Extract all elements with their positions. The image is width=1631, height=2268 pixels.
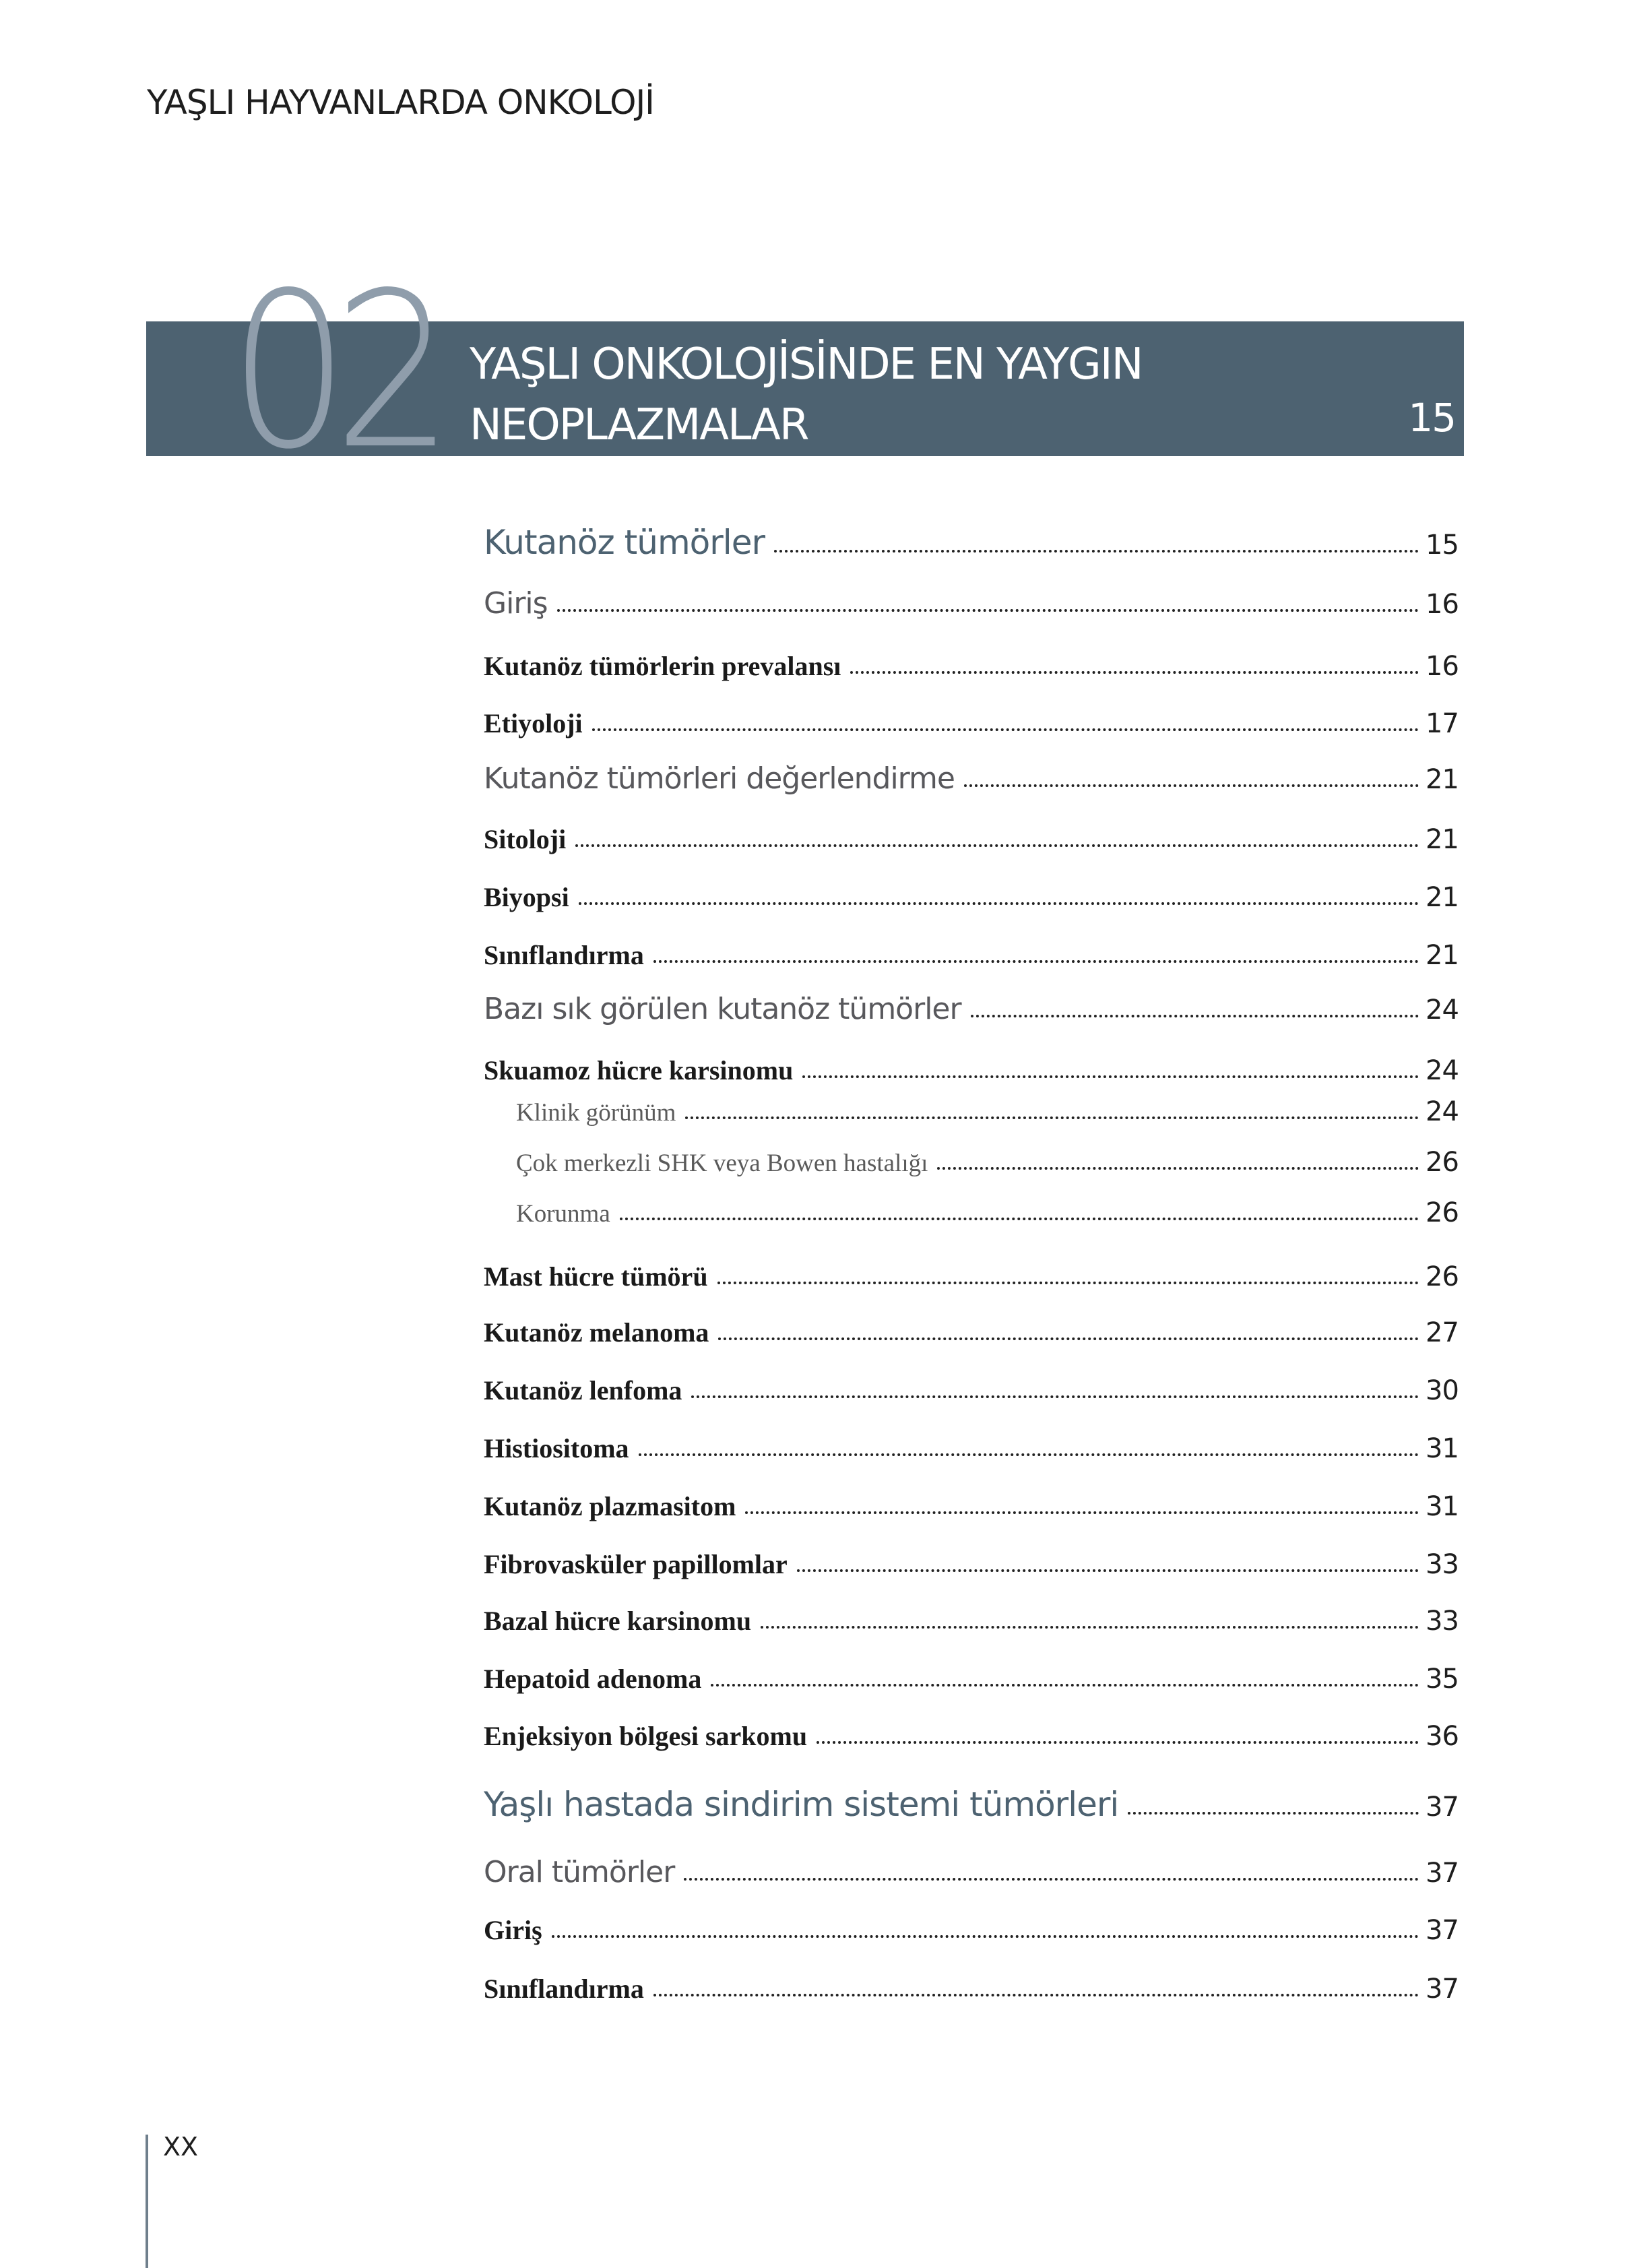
dot-leader (971, 1015, 1419, 1017)
toc-entry[interactable] (484, 1317, 1459, 1349)
toc-entry-title: Sınıflandırma (484, 1974, 644, 2004)
dot-leader (557, 609, 1419, 612)
toc-entry-page: 31 (1426, 1433, 1459, 1464)
toc-entry[interactable] (484, 991, 1459, 1027)
toc-entry[interactable] (484, 1261, 1459, 1293)
toc-entry[interactable] (484, 1973, 1459, 2005)
toc-entry[interactable] (484, 1784, 1459, 1825)
toc-entry-title: Histiositoma (484, 1433, 629, 1463)
toc-entry-page: 21 (1426, 882, 1459, 913)
toc-entry-page: 21 (1426, 764, 1459, 795)
toc-entry-page: 33 (1426, 1549, 1459, 1580)
toc-entry-page: 27 (1426, 1317, 1459, 1348)
toc-entry-page: 21 (1426, 940, 1459, 971)
dot-leader (1128, 1812, 1419, 1815)
dot-leader (850, 671, 1419, 674)
toc-entry[interactable] (484, 1720, 1459, 1753)
toc-entry-title: Kutanöz melanoma (484, 1317, 709, 1348)
toc-entry-page: 16 (1426, 589, 1459, 620)
toc-entry[interactable] (484, 761, 1459, 796)
toc-entry-page: 16 (1426, 651, 1459, 682)
toc-entry[interactable] (484, 1054, 1459, 1087)
dot-leader (685, 1116, 1419, 1119)
toc-entry-title: Çok merkezli SHK veya Bowen hastalığı (516, 1149, 928, 1177)
toc-entry-page: 37 (1426, 1858, 1459, 1889)
toc-entry[interactable] (484, 1914, 1459, 1947)
dot-leader (552, 1935, 1419, 1938)
toc-entry-title: Kutanöz plazmasitom (484, 1491, 736, 1521)
toc-entry-page: 26 (1426, 1261, 1459, 1292)
dot-leader (817, 1741, 1419, 1744)
dot-leader (653, 1994, 1419, 1996)
dot-leader (653, 960, 1419, 963)
toc-entry[interactable] (484, 1663, 1459, 1695)
toc-entry-page: 26 (1426, 1197, 1459, 1228)
toc-entry-title: Skuamoz hücre karsinomu (484, 1055, 794, 1085)
toc-entry[interactable] (516, 1096, 1459, 1127)
toc-entry-title: Enjeksiyon bölgesi sarkomu (484, 1721, 808, 1751)
toc-entry-page: 37 (1426, 1792, 1459, 1823)
toc-entry[interactable] (484, 650, 1459, 683)
dot-leader (575, 844, 1419, 847)
dot-leader (937, 1167, 1419, 1170)
toc-entry-page: 24 (1426, 1055, 1459, 1086)
dot-leader (718, 1337, 1419, 1340)
toc-entry-title: Kutanöz lenfoma (484, 1375, 682, 1406)
toc-entry[interactable] (484, 823, 1459, 856)
toc-entry-title: Kutanöz tümörler (484, 523, 765, 562)
dot-leader (797, 1569, 1419, 1572)
footer-page-number: XX (163, 2132, 199, 2162)
dot-leader (620, 1218, 1419, 1220)
toc-entry[interactable] (484, 522, 1459, 563)
toc-entry-title: Hepatoid adenoma (484, 1664, 702, 1694)
toc-entry[interactable] (484, 1490, 1459, 1523)
dot-leader (691, 1395, 1419, 1398)
footer-rule (146, 2135, 148, 2268)
toc-entry-title: Kutanöz tümörleri değerlendirme (484, 761, 955, 796)
toc-entry[interactable] (484, 1375, 1459, 1407)
dot-leader (717, 1282, 1419, 1284)
toc-entry-title: Biyopsi (484, 882, 569, 912)
toc-entry[interactable] (484, 1605, 1459, 1637)
dot-leader (964, 784, 1419, 787)
toc-entry-page: 37 (1426, 1974, 1459, 2005)
chapter-title-line-1: YAŞLI ONKOLOJİSİNDE EN YAYGIN (470, 340, 1143, 389)
toc-entry-title: Yaşlı hastada sindirim sistemi tümörleri (484, 1785, 1119, 1824)
toc-entry-page: 24 (1426, 995, 1459, 1026)
toc-entry[interactable] (484, 1432, 1459, 1465)
toc-entry-page: 17 (1426, 708, 1459, 739)
toc-entry-title: Sınıflandırma (484, 940, 644, 970)
toc-entry-page: 30 (1426, 1375, 1459, 1406)
toc-entry-title: Sitoloji (484, 824, 567, 854)
chapter-page-number: 15 (1408, 395, 1455, 441)
toc-entry-title: Giriş (484, 586, 548, 621)
toc-entry-title: Kutanöz tümörlerin prevalansı (484, 651, 841, 681)
toc-entry-page: 37 (1426, 1915, 1459, 1946)
toc-entry[interactable] (516, 1147, 1459, 1178)
toc-entry-page: 31 (1426, 1491, 1459, 1522)
toc-entry[interactable] (516, 1197, 1459, 1228)
toc-entry[interactable] (484, 586, 1459, 621)
toc-entry-page: 24 (1426, 1096, 1459, 1127)
toc-entry-page: 35 (1426, 1664, 1459, 1695)
toc-entry-title: Mast hücre tümörü (484, 1261, 708, 1292)
toc-entry[interactable] (484, 881, 1459, 914)
toc-entry-title: Klinik görünüm (516, 1099, 676, 1127)
toc-entry[interactable] (484, 939, 1459, 972)
chapter-number: 02 (229, 247, 439, 496)
chapter-title-line-2: NEOPLAZMALAR (470, 400, 808, 450)
toc-entry[interactable] (484, 1854, 1459, 1890)
toc-entry-page: 33 (1426, 1606, 1459, 1637)
dot-leader (639, 1453, 1419, 1456)
toc-entry-title: Bazı sık görülen kutanöz tümörler (484, 992, 961, 1026)
toc-entry[interactable] (484, 707, 1459, 740)
toc-entry-title: Fibrovasküler papillomlar (484, 1549, 788, 1579)
dot-leader (761, 1626, 1419, 1629)
toc-entry-page: 21 (1426, 824, 1459, 855)
toc-entry-page: 26 (1426, 1147, 1459, 1178)
dot-leader (711, 1684, 1419, 1687)
toc-entry-title: Bazal hücre karsinomu (484, 1606, 752, 1636)
toc-entry-title: Oral tümörler (484, 1855, 675, 1889)
dot-leader (745, 1511, 1419, 1514)
running-header: YAŞLI HAYVANLARDA ONKOLOJİ (147, 83, 654, 122)
dot-leader (579, 902, 1419, 905)
toc-entry-page: 36 (1426, 1721, 1459, 1752)
toc-entry[interactable] (484, 1548, 1459, 1581)
toc-entry-title: Korunma (516, 1200, 610, 1228)
toc-entry-title: Etiyoloji (484, 708, 583, 738)
toc-entry-page: 15 (1426, 530, 1459, 561)
dot-leader (802, 1075, 1419, 1078)
dot-leader (684, 1878, 1419, 1881)
dot-leader (592, 728, 1419, 731)
toc-entry-title: Giriş (484, 1915, 542, 1945)
dot-leader (774, 550, 1419, 553)
